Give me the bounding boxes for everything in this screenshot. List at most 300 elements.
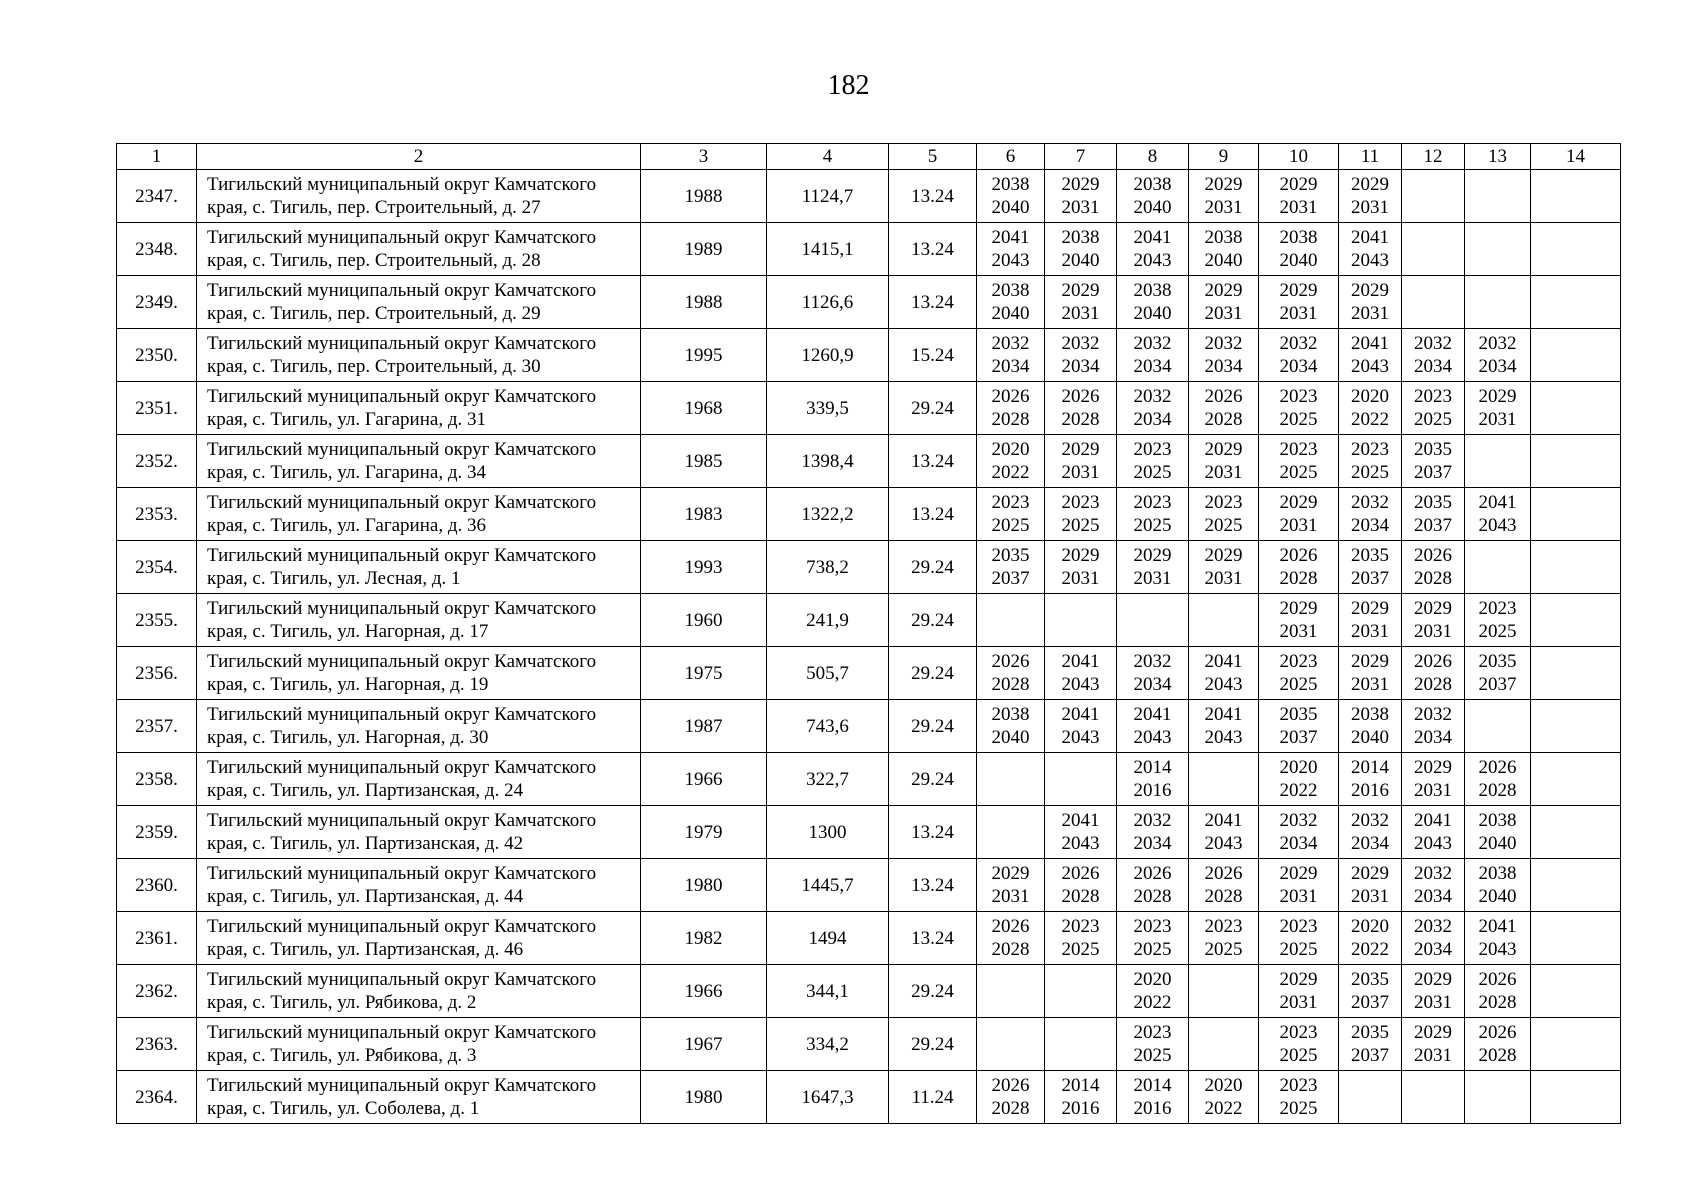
period-cell [1259, 594, 1339, 647]
period-start: 2041 [1061, 651, 1100, 672]
period-end: 2034 [1351, 833, 1389, 854]
period-cell [1402, 1071, 1465, 1124]
period-cell [1402, 965, 1465, 1018]
period-start: 2041 [1351, 333, 1389, 354]
period-end: 2043 [1061, 674, 1100, 695]
period-start: 2029 [1414, 969, 1452, 990]
period-cell [1189, 435, 1259, 488]
table-row [117, 647, 1621, 700]
period-start: 2026 [991, 916, 1030, 937]
period-start: 2035 [1414, 492, 1452, 513]
period-end: 2028 [1478, 780, 1517, 801]
period-cell [1531, 965, 1621, 1018]
column-header: 14 [1531, 144, 1621, 170]
period-cell [977, 276, 1045, 329]
period-cell [1117, 329, 1189, 382]
area-value: 322,7 [767, 753, 889, 806]
period-end: 2028 [1414, 568, 1452, 589]
column-header: 8 [1117, 144, 1189, 170]
period-end: 2022 [1351, 939, 1389, 960]
row-number: 2349. [117, 276, 197, 329]
period-cell [1189, 276, 1259, 329]
period-end: 2025 [1279, 939, 1318, 960]
period-cell [1531, 223, 1621, 276]
period-cell [1259, 170, 1339, 223]
period-end: 2016 [1061, 1098, 1100, 1119]
period-cell [977, 1071, 1045, 1124]
period-cell [1465, 223, 1531, 276]
period-end: 2037 [1351, 1045, 1389, 1066]
build-year: 1980 [641, 859, 767, 912]
period-cell [1339, 753, 1402, 806]
period-cell [1259, 1071, 1339, 1124]
table-row [117, 329, 1621, 382]
period-end: 2025 [1061, 939, 1100, 960]
period-cell [1259, 382, 1339, 435]
period-end: 2040 [991, 303, 1030, 324]
table-row [117, 806, 1621, 859]
period-cell [1531, 276, 1621, 329]
area-value: 1647,3 [767, 1071, 889, 1124]
period-end: 2037 [991, 568, 1030, 589]
area-value: 344,1 [767, 965, 889, 1018]
period-start: 2023 [1204, 916, 1243, 937]
address-line: края, с. Тигиль, пер. Строительный, д. 29 [207, 303, 541, 324]
period-end: 2040 [1061, 250, 1100, 271]
period-end: 2028 [1414, 674, 1452, 695]
column-header: 9 [1189, 144, 1259, 170]
area-value: 1260,9 [767, 329, 889, 382]
period-start: 2038 [991, 280, 1030, 301]
address-line: края, с. Тигиль, ул. Партизанская, д. 44 [207, 886, 524, 907]
period-end: 2022 [1351, 409, 1389, 430]
code-value: 13.24 [889, 912, 977, 965]
period-end: 2031 [1351, 674, 1389, 695]
period-cell [1045, 912, 1117, 965]
address-cell [197, 647, 641, 700]
area-value: 339,5 [767, 382, 889, 435]
period-cell [1402, 859, 1465, 912]
code-value: 13.24 [889, 170, 977, 223]
period-end: 2025 [1279, 409, 1318, 430]
address-line: Тигильский муниципальный округ Камчатского [207, 598, 597, 619]
period-end: 2034 [1414, 886, 1452, 907]
period-end: 2028 [1204, 886, 1243, 907]
period-end: 2028 [1279, 568, 1318, 589]
period-end: 2034 [1414, 727, 1452, 748]
period-end: 2031 [1351, 886, 1389, 907]
period-end: 2034 [1414, 356, 1452, 377]
address-line: края, с. Тигиль, ул. Нагорная, д. 19 [207, 674, 489, 695]
period-cell [1259, 541, 1339, 594]
period-start: 2038 [1478, 810, 1517, 831]
period-start: 2029 [1133, 545, 1172, 566]
period-cell [1117, 541, 1189, 594]
period-cell [1339, 965, 1402, 1018]
period-cell [1339, 594, 1402, 647]
period-start: 2029 [1478, 386, 1517, 407]
area-value: 1322,2 [767, 488, 889, 541]
period-cell [1045, 382, 1117, 435]
row-number: 2348. [117, 223, 197, 276]
address-line: края, с. Тигиль, ул. Гагарина, д. 31 [207, 409, 486, 430]
period-start: 2029 [1204, 280, 1243, 301]
period-start: 2023 [1279, 1075, 1318, 1096]
period-cell [1189, 912, 1259, 965]
period-start: 2032 [991, 333, 1030, 354]
period-cell [1402, 329, 1465, 382]
period-start: 2032 [1351, 492, 1389, 513]
address-line: Тигильский муниципальный округ Камчатского [207, 863, 597, 884]
period-start: 2035 [991, 545, 1030, 566]
period-start: 2041 [1133, 704, 1172, 725]
period-end: 2025 [1133, 515, 1172, 536]
area-value: 743,6 [767, 700, 889, 753]
period-start: 2029 [1061, 439, 1100, 460]
period-end: 2034 [1133, 674, 1172, 695]
period-cell [1117, 753, 1189, 806]
period-end: 2037 [1351, 992, 1389, 1013]
period-cell [1259, 753, 1339, 806]
period-start: 2023 [1351, 439, 1389, 460]
period-cell [1045, 541, 1117, 594]
period-end: 2034 [1351, 515, 1389, 536]
period-cell [1189, 753, 1259, 806]
code-value: 13.24 [889, 435, 977, 488]
period-start: 2035 [1351, 969, 1389, 990]
period-start: 2023 [1478, 598, 1517, 619]
period-end: 2022 [1133, 992, 1172, 1013]
address-line: края, с. Тигиль, ул. Лесная, д. 1 [207, 568, 461, 589]
period-start: 2026 [1478, 757, 1517, 778]
period-end: 2031 [1204, 462, 1243, 483]
address-line: Тигильский муниципальный округ Камчатского [207, 1075, 597, 1096]
table-row [117, 1018, 1621, 1071]
code-value: 13.24 [889, 223, 977, 276]
row-number: 2362. [117, 965, 197, 1018]
period-cell [977, 382, 1045, 435]
period-cell [1465, 647, 1531, 700]
period-cell [1465, 541, 1531, 594]
period-end: 2043 [1351, 250, 1389, 271]
period-cell [1339, 488, 1402, 541]
table-row [117, 541, 1621, 594]
address-cell [197, 382, 641, 435]
period-cell [977, 912, 1045, 965]
period-cell [1465, 965, 1531, 1018]
period-cell [1259, 912, 1339, 965]
period-start: 2023 [1061, 916, 1100, 937]
code-value: 29.24 [889, 965, 977, 1018]
period-end: 2031 [1061, 462, 1100, 483]
period-cell [1339, 329, 1402, 382]
period-start: 2026 [1204, 863, 1243, 884]
period-cell [1339, 859, 1402, 912]
build-year: 1985 [641, 435, 767, 488]
period-cell [1189, 329, 1259, 382]
period-cell [1531, 647, 1621, 700]
table-row [117, 594, 1621, 647]
address-line: края, с. Тигиль, ул. Гагарина, д. 36 [207, 515, 486, 536]
period-cell [1465, 1018, 1531, 1071]
period-end: 2028 [1204, 409, 1243, 430]
period-cell [1402, 912, 1465, 965]
period-end: 2043 [1061, 727, 1100, 748]
period-end: 2016 [1133, 1098, 1172, 1119]
period-end: 2034 [1061, 356, 1100, 377]
build-year: 1960 [641, 594, 767, 647]
period-start: 2035 [1351, 545, 1389, 566]
period-start: 2029 [1204, 545, 1243, 566]
period-end: 2034 [1133, 356, 1172, 377]
row-number: 2354. [117, 541, 197, 594]
period-end: 2031 [1061, 568, 1100, 589]
build-year: 1988 [641, 170, 767, 223]
column-header: 11 [1339, 144, 1402, 170]
period-end: 2040 [1478, 833, 1517, 854]
period-cell [1465, 753, 1531, 806]
period-cell [1189, 170, 1259, 223]
period-start: 2032 [1414, 704, 1452, 725]
period-cell [977, 435, 1045, 488]
period-end: 2043 [1204, 727, 1243, 748]
row-number: 2347. [117, 170, 197, 223]
period-cell [1259, 435, 1339, 488]
period-cell [1531, 806, 1621, 859]
row-number: 2357. [117, 700, 197, 753]
code-value: 29.24 [889, 700, 977, 753]
period-cell [1339, 170, 1402, 223]
period-start: 2038 [1204, 227, 1243, 248]
period-end: 2031 [1279, 621, 1318, 642]
period-end: 2037 [1478, 674, 1517, 695]
period-start: 2026 [991, 1075, 1030, 1096]
period-end: 2031 [1351, 303, 1389, 324]
address-cell [197, 329, 641, 382]
area-value: 1124,7 [767, 170, 889, 223]
table-row [117, 700, 1621, 753]
period-end: 2025 [1061, 515, 1100, 536]
code-value: 29.24 [889, 594, 977, 647]
period-cell [1339, 435, 1402, 488]
period-cell [1259, 647, 1339, 700]
period-end: 2025 [1204, 939, 1243, 960]
period-end: 2043 [1478, 939, 1517, 960]
period-cell [1531, 170, 1621, 223]
period-end: 2025 [1279, 1098, 1318, 1119]
period-start: 2023 [1133, 439, 1172, 460]
address-cell [197, 859, 641, 912]
period-cell [1189, 859, 1259, 912]
period-cell [1259, 488, 1339, 541]
period-start: 2026 [1414, 651, 1452, 672]
period-cell [1189, 223, 1259, 276]
table-row [117, 382, 1621, 435]
period-start: 2038 [1061, 227, 1100, 248]
period-end: 2025 [1133, 462, 1172, 483]
period-cell [977, 329, 1045, 382]
period-cell [1465, 1071, 1531, 1124]
period-end: 2034 [1133, 833, 1172, 854]
period-end: 2025 [991, 515, 1030, 536]
period-cell [1117, 170, 1189, 223]
period-cell [1465, 435, 1531, 488]
period-cell [1339, 276, 1402, 329]
period-end: 2037 [1414, 462, 1452, 483]
period-end: 2031 [1414, 992, 1452, 1013]
period-start: 2035 [1414, 439, 1452, 460]
period-end: 2031 [1279, 197, 1318, 218]
area-value: 241,9 [767, 594, 889, 647]
code-value: 29.24 [889, 541, 977, 594]
period-cell [1117, 223, 1189, 276]
period-end: 2040 [991, 727, 1030, 748]
period-start: 2041 [1204, 704, 1243, 725]
period-start: 2029 [1204, 174, 1243, 195]
period-start: 2032 [1414, 863, 1452, 884]
address-line: Тигильский муниципальный округ Камчатского [207, 280, 597, 301]
code-value: 29.24 [889, 382, 977, 435]
period-end: 2040 [991, 197, 1030, 218]
period-cell [1189, 1071, 1259, 1124]
period-cell [977, 170, 1045, 223]
period-start: 2029 [1351, 863, 1389, 884]
period-cell [1339, 912, 1402, 965]
period-start: 2020 [991, 439, 1030, 460]
period-cell [977, 859, 1045, 912]
build-year: 1966 [641, 753, 767, 806]
area-value: 1398,4 [767, 435, 889, 488]
address-line: Тигильский муниципальный округ Камчатского [207, 439, 597, 460]
period-cell [1531, 1018, 1621, 1071]
period-cell [1117, 647, 1189, 700]
address-cell [197, 965, 641, 1018]
period-cell [1189, 647, 1259, 700]
table-row [117, 223, 1621, 276]
build-year: 1993 [641, 541, 767, 594]
period-start: 2032 [1351, 810, 1389, 831]
period-start: 2032 [1414, 916, 1452, 937]
period-end: 2028 [991, 1098, 1030, 1119]
period-cell [1465, 382, 1531, 435]
period-end: 2037 [1414, 515, 1452, 536]
period-start: 2035 [1279, 704, 1318, 725]
period-start: 2029 [1351, 651, 1389, 672]
period-cell [1045, 647, 1117, 700]
period-cell [1117, 488, 1189, 541]
address-cell [197, 912, 641, 965]
address-line: Тигильский муниципальный округ Камчатского [207, 704, 597, 725]
period-cell [1117, 1018, 1189, 1071]
period-start: 2035 [1351, 1022, 1389, 1043]
build-year: 1989 [641, 223, 767, 276]
build-year: 1966 [641, 965, 767, 1018]
row-number: 2351. [117, 382, 197, 435]
period-cell [1531, 594, 1621, 647]
period-cell [1339, 647, 1402, 700]
address-cell [197, 223, 641, 276]
period-cell [1402, 276, 1465, 329]
period-cell [977, 541, 1045, 594]
period-start: 2023 [1204, 492, 1243, 513]
period-cell [977, 1018, 1045, 1071]
period-cell [1117, 594, 1189, 647]
period-start: 2023 [1061, 492, 1100, 513]
period-cell [1117, 912, 1189, 965]
period-end: 2028 [1478, 1045, 1517, 1066]
table-row [117, 488, 1621, 541]
period-cell [1465, 806, 1531, 859]
address-line: края, с. Тигиль, пер. Строительный, д. 27 [207, 197, 541, 218]
period-cell [1045, 753, 1117, 806]
address-cell [197, 488, 641, 541]
period-cell [1339, 223, 1402, 276]
address-line: края, с. Тигиль, ул. Партизанская, д. 24 [207, 780, 524, 801]
period-end: 2031 [1061, 303, 1100, 324]
row-number: 2360. [117, 859, 197, 912]
period-start: 2041 [1351, 227, 1389, 248]
period-cell [977, 594, 1045, 647]
period-start: 2026 [1279, 545, 1318, 566]
area-value: 334,2 [767, 1018, 889, 1071]
code-value: 29.24 [889, 753, 977, 806]
period-cell [1259, 700, 1339, 753]
period-cell [1189, 700, 1259, 753]
period-start: 2023 [991, 492, 1030, 513]
period-start: 2041 [1478, 916, 1517, 937]
column-header: 10 [1259, 144, 1339, 170]
period-cell [1045, 1071, 1117, 1124]
period-cell [977, 700, 1045, 753]
period-start: 2032 [1133, 651, 1172, 672]
build-year: 1988 [641, 276, 767, 329]
period-cell [1402, 806, 1465, 859]
period-end: 2025 [1351, 462, 1389, 483]
period-start: 2041 [991, 227, 1030, 248]
column-header: 5 [889, 144, 977, 170]
row-number: 2356. [117, 647, 197, 700]
period-end: 2040 [1478, 886, 1517, 907]
period-cell [1531, 753, 1621, 806]
period-start: 2014 [1133, 1075, 1172, 1096]
table-row [117, 276, 1621, 329]
period-end: 2031 [1414, 1045, 1452, 1066]
build-year: 1987 [641, 700, 767, 753]
period-start: 2032 [1478, 333, 1517, 354]
page-number: 182 [827, 70, 870, 101]
period-end: 2028 [991, 674, 1030, 695]
period-start: 2032 [1279, 810, 1318, 831]
period-cell [1189, 382, 1259, 435]
period-end: 2028 [1061, 886, 1100, 907]
period-start: 2026 [1414, 545, 1452, 566]
period-cell [1465, 912, 1531, 965]
period-start: 2026 [1204, 386, 1243, 407]
row-number: 2363. [117, 1018, 197, 1071]
period-start: 2032 [1061, 333, 1100, 354]
period-start: 2041 [1204, 651, 1243, 672]
period-cell [977, 647, 1045, 700]
period-end: 2031 [991, 886, 1030, 907]
address-line: Тигильский муниципальный округ Камчатского [207, 757, 597, 778]
period-cell [1402, 223, 1465, 276]
period-cell [1402, 753, 1465, 806]
period-end: 2034 [1279, 833, 1318, 854]
period-end: 2031 [1414, 621, 1452, 642]
period-end: 2025 [1478, 621, 1517, 642]
period-end: 2040 [1133, 197, 1172, 218]
period-end: 2043 [1061, 833, 1100, 854]
